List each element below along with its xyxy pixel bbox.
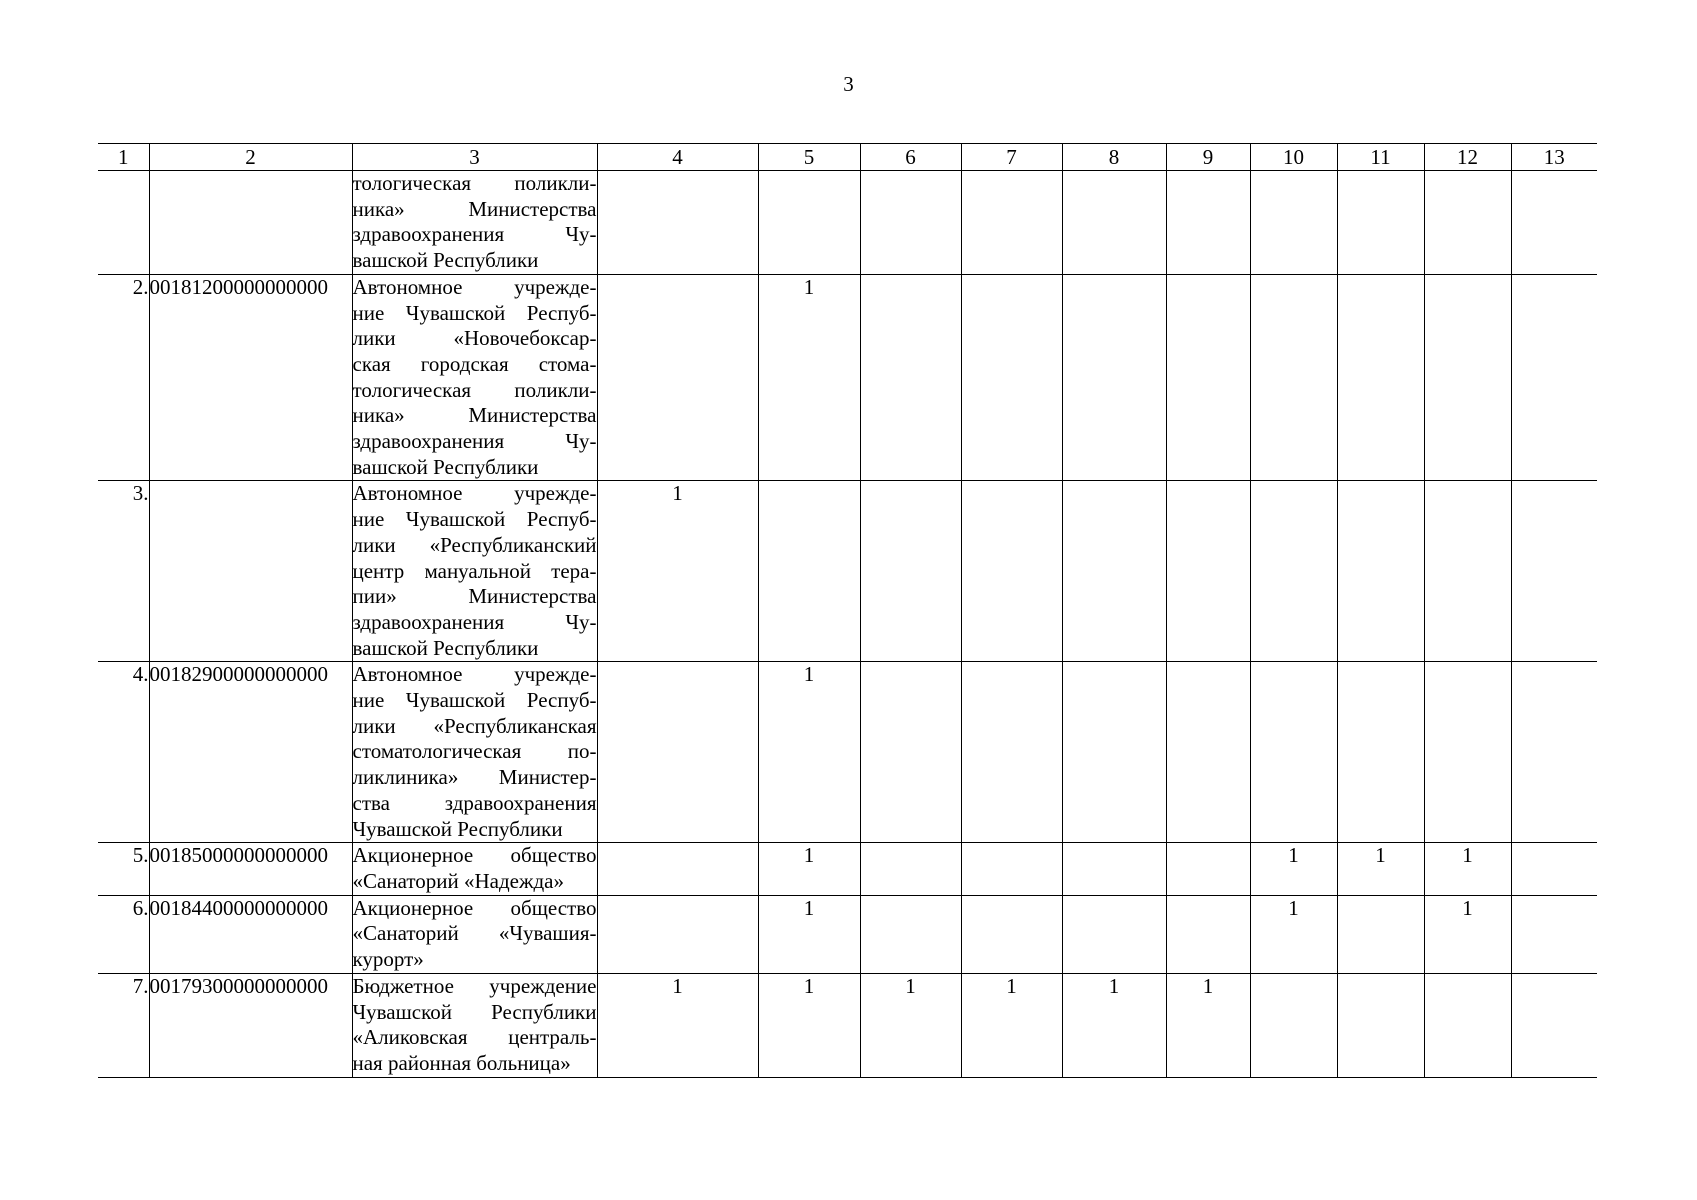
value-cell: [1166, 895, 1250, 973]
value-cell: [597, 274, 758, 481]
name-line: лики «Республиканская: [352, 713, 597, 738]
table-row: [98, 274, 1597, 481]
name-line: Автономное учрежде-: [352, 662, 597, 687]
row-number: 5.: [98, 843, 149, 895]
name-line: ника» Министерства: [352, 196, 597, 221]
value-cell: [860, 662, 961, 843]
organization-name: [352, 843, 597, 895]
name-line: тологическая поликли-: [352, 377, 597, 402]
organization-code: [149, 171, 352, 275]
value-cell: [1511, 481, 1597, 662]
value-cell: [1424, 973, 1511, 1077]
value-cell: 1: [1337, 843, 1424, 895]
value-cell: [961, 171, 1062, 275]
value-cell: [1250, 662, 1337, 843]
table-row: [98, 481, 1597, 662]
row-number: 7.: [98, 973, 149, 1077]
name-line: Чувашской Республики: [352, 999, 597, 1024]
value-cell: [1511, 973, 1597, 1077]
value-cell: 1: [1166, 973, 1250, 1077]
name-line: «Санаторий «Надежда»: [352, 868, 564, 893]
name-line: ника» Министерства: [352, 403, 597, 428]
value-cell: 1: [961, 973, 1062, 1077]
name-line: Автономное учрежде-: [352, 274, 597, 299]
table-row: [98, 171, 1597, 275]
column-header: 8: [1062, 144, 1166, 171]
organization-name: [352, 274, 597, 481]
value-cell: 1: [1250, 843, 1337, 895]
name-line: центр мануальной тера-: [352, 558, 597, 583]
name-line: лики «Новочебоксар-: [352, 326, 597, 351]
value-cell: [1511, 274, 1597, 481]
name-line: Автономное учрежде-: [352, 481, 597, 506]
column-header: 10: [1250, 144, 1337, 171]
name-line: курорт»: [352, 947, 424, 972]
organization-name: [352, 662, 597, 843]
value-cell: 1: [860, 973, 961, 1077]
value-cell: [1337, 973, 1424, 1077]
name-line: ная районная больница»: [352, 1050, 571, 1075]
value-cell: [1062, 274, 1166, 481]
name-line: Акционерное общество: [352, 895, 597, 920]
name-line: ние Чувашской Респуб-: [352, 300, 597, 325]
value-cell: [1424, 274, 1511, 481]
value-cell: 1: [1424, 895, 1511, 973]
value-cell: [1166, 274, 1250, 481]
value-cell: [597, 171, 758, 275]
value-cell: 1: [758, 895, 860, 973]
name-line: «Санаторий «Чувашия-: [352, 921, 597, 946]
value-cell: 1: [1062, 973, 1166, 1077]
row-number: 6.: [98, 895, 149, 973]
name-line: пии» Министерства: [352, 584, 597, 609]
organization-name: [352, 973, 597, 1077]
value-cell: [1250, 973, 1337, 1077]
value-cell: 1: [758, 973, 860, 1077]
organization-code: 00181200000000000: [149, 274, 352, 481]
organization-code: 00179300000000000: [149, 973, 352, 1077]
value-cell: [1062, 895, 1166, 973]
column-header: 6: [860, 144, 961, 171]
value-cell: [860, 274, 961, 481]
value-cell: [1424, 662, 1511, 843]
name-line: здравоохранения Чу-: [352, 222, 597, 247]
name-line: стоматологическая по-: [352, 739, 597, 764]
value-cell: [1062, 843, 1166, 895]
row-number: [98, 171, 149, 275]
table-row: [98, 843, 1597, 895]
value-cell: [758, 481, 860, 662]
organization-code: 00185000000000000: [149, 843, 352, 895]
column-header: 2: [149, 144, 352, 171]
value-cell: [1337, 662, 1424, 843]
name-line: ства здравоохранения: [352, 790, 597, 815]
value-cell: [1337, 481, 1424, 662]
value-cell: [860, 843, 961, 895]
row-number: 3.: [98, 481, 149, 662]
name-line: здравоохранения Чу-: [352, 429, 597, 454]
row-number: 4.: [98, 662, 149, 843]
value-cell: 1: [758, 843, 860, 895]
name-line: вашской Республики: [352, 248, 539, 273]
value-cell: [1062, 171, 1166, 275]
value-cell: 1: [758, 274, 860, 481]
column-header: 1: [98, 144, 149, 171]
value-cell: [1166, 171, 1250, 275]
name-line: здравоохранения Чу-: [352, 609, 597, 634]
value-cell: [860, 895, 961, 973]
value-cell: [1511, 843, 1597, 895]
organization-name: [352, 171, 597, 275]
name-line: тологическая поликли-: [352, 171, 597, 195]
value-cell: [1250, 274, 1337, 481]
name-line: вашской Республики: [352, 635, 539, 660]
value-cell: [1166, 481, 1250, 662]
value-cell: [1250, 481, 1337, 662]
value-cell: [597, 843, 758, 895]
column-header: 13: [1511, 144, 1597, 171]
data-table: [98, 143, 1597, 1078]
value-cell: [1250, 171, 1337, 275]
value-cell: [1511, 662, 1597, 843]
row-number: 2.: [98, 274, 149, 481]
value-cell: 1: [597, 481, 758, 662]
table-row: [98, 895, 1597, 973]
value-cell: 1: [597, 973, 758, 1077]
value-cell: [1166, 843, 1250, 895]
column-header: 9: [1166, 144, 1250, 171]
value-cell: [597, 895, 758, 973]
value-cell: 1: [1424, 843, 1511, 895]
value-cell: [860, 481, 961, 662]
column-header: 5: [758, 144, 860, 171]
organization-code: [149, 481, 352, 662]
column-header: 7: [961, 144, 1062, 171]
value-cell: 1: [1250, 895, 1337, 973]
value-cell: [1062, 662, 1166, 843]
table-body: [98, 144, 1597, 1078]
value-cell: [961, 274, 1062, 481]
name-line: Чувашской Республики: [352, 816, 563, 841]
value-cell: [1511, 171, 1597, 275]
page-number: 3: [843, 72, 854, 96]
name-line: ликлиника» Министер-: [352, 765, 597, 790]
name-line: ние Чувашской Респуб-: [352, 507, 597, 532]
header-row: [98, 144, 1597, 171]
value-cell: [961, 481, 1062, 662]
organization-name: [352, 895, 597, 973]
name-line: вашской Республики: [352, 454, 539, 479]
value-cell: [1337, 171, 1424, 275]
value-cell: [758, 171, 860, 275]
column-header: 11: [1337, 144, 1424, 171]
value-cell: [961, 662, 1062, 843]
value-cell: [1337, 274, 1424, 481]
name-line: Акционерное общество: [352, 843, 597, 868]
name-line: ние Чувашской Респуб-: [352, 688, 597, 713]
name-line: ская городская стома-: [352, 351, 597, 376]
table-row: [98, 662, 1597, 843]
column-header: 4: [597, 144, 758, 171]
name-line: лики «Республиканский: [352, 532, 597, 557]
value-cell: [1424, 171, 1511, 275]
column-header: 3: [352, 144, 597, 171]
organization-code: 00182900000000000: [149, 662, 352, 843]
value-cell: [597, 662, 758, 843]
value-cell: [1166, 662, 1250, 843]
name-line: Бюджетное учреждение: [352, 973, 597, 998]
table-row: [98, 973, 1597, 1077]
value-cell: [1337, 895, 1424, 973]
value-cell: [1511, 895, 1597, 973]
value-cell: [1062, 481, 1166, 662]
value-cell: [961, 895, 1062, 973]
value-cell: [961, 843, 1062, 895]
organization-name: [352, 481, 597, 662]
value-cell: [860, 171, 961, 275]
column-header: 12: [1424, 144, 1511, 171]
name-line: «Аликовская централь-: [352, 1025, 597, 1050]
organization-code: 00184400000000000: [149, 895, 352, 973]
value-cell: 1: [758, 662, 860, 843]
value-cell: [1424, 481, 1511, 662]
